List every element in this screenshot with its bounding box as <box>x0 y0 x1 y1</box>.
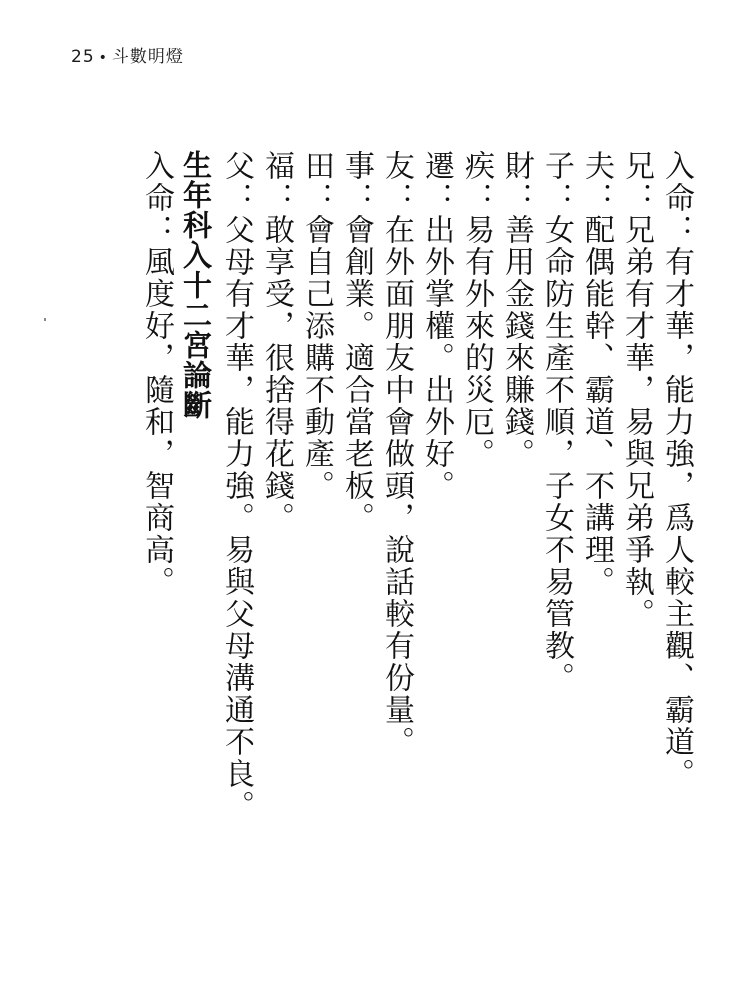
page-header <box>71 42 184 67</box>
text-column-fude <box>258 150 294 534</box>
palace-label: 友： <box>379 150 414 214</box>
palace-text: 在外面朋友中會做頭，說話較有份量。 <box>379 214 414 758</box>
text-column-ming <box>658 150 694 790</box>
palace-label: 夫： <box>579 150 614 214</box>
section-heading: 生年科入十二宮論斷 <box>179 150 213 420</box>
text-column-cai <box>498 150 534 470</box>
palace-label: 田： <box>299 150 334 214</box>
palace-label: 入命： <box>139 150 174 246</box>
scan-speck <box>44 318 46 321</box>
palace-text: 善用金錢來賺錢。 <box>499 214 534 470</box>
text-column-shi <box>338 150 374 534</box>
palace-text: 父母有才華，能力強。易與父母溝通不良。 <box>219 214 254 822</box>
palace-text: 有才華，能力強，爲人較主觀、霸道。 <box>659 246 694 790</box>
text-column-zi <box>538 150 574 694</box>
palace-text: 風度好，隨和，智商高。 <box>139 246 174 598</box>
palace-label: 事： <box>339 150 374 214</box>
text-column-xiong <box>618 150 654 630</box>
palace-label: 父： <box>219 150 254 214</box>
palace-label: 疾： <box>459 150 494 214</box>
palace-text: 易有外來的災厄。 <box>459 214 494 470</box>
palace-text: 女命防生產不順，子女不易管教。 <box>539 214 574 694</box>
text-column-fu <box>578 150 614 598</box>
text-column-ji <box>458 150 494 470</box>
palace-label: 兄： <box>619 150 654 214</box>
text-column-fumu <box>218 150 254 822</box>
palace-text: 會創業。適合當老板。 <box>339 214 374 534</box>
palace-label: 福： <box>259 150 294 214</box>
palace-text: 配偶能幹、霸道、不講理。 <box>579 214 614 598</box>
palace-text: 出外掌權。出外好。 <box>419 214 454 502</box>
palace-label: 財： <box>499 150 534 214</box>
book-title: 斗數明燈 <box>111 47 184 67</box>
palace-text: 敢享受，很捨得花錢。 <box>259 214 294 534</box>
palace-text: 會自己添購不動產。 <box>299 214 334 502</box>
text-column-tian <box>298 150 334 502</box>
palace-label: 遷： <box>419 150 454 214</box>
palace-label: 子： <box>539 150 574 214</box>
text-column-you <box>378 150 414 758</box>
vertical-text-body <box>138 150 694 910</box>
palace-text: 兄弟有才華，易與兄弟爭執。 <box>619 214 654 630</box>
text-column-final-ming <box>138 150 174 598</box>
text-column-qian <box>418 150 454 502</box>
palace-label: 入命： <box>659 150 694 246</box>
header-separator: • <box>98 50 108 66</box>
page-number: 25 <box>71 47 95 67</box>
